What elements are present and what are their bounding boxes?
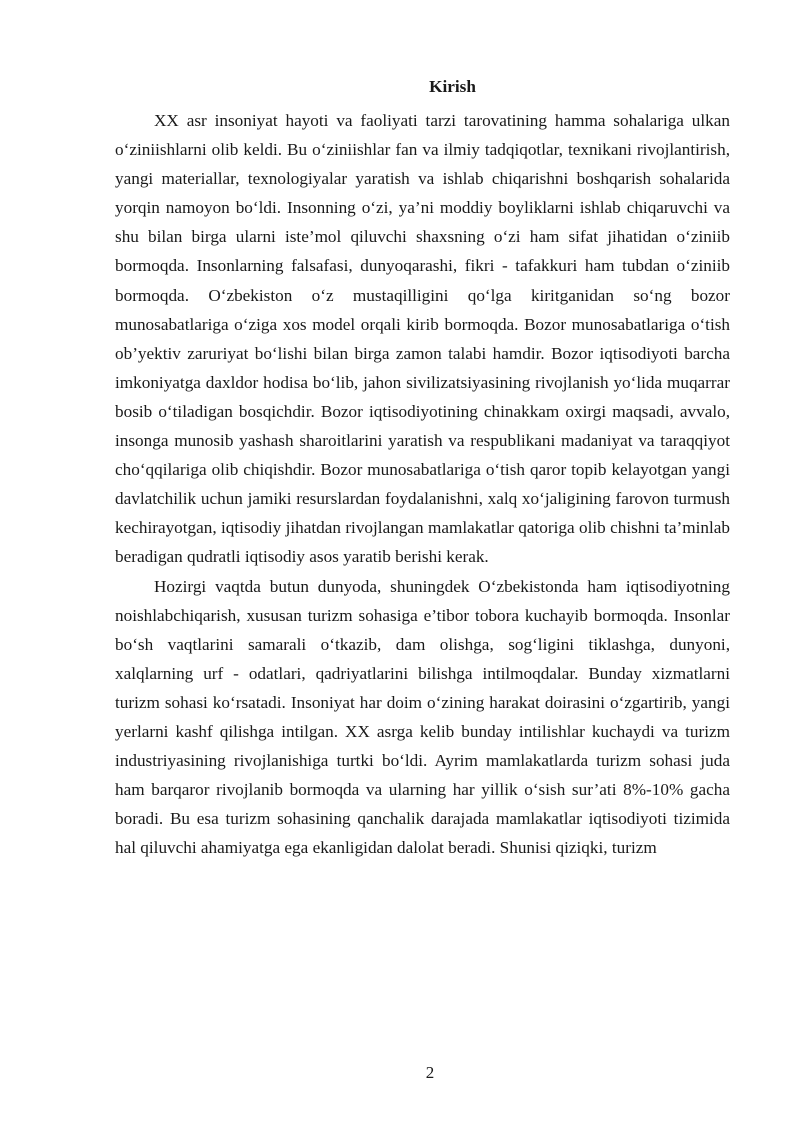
page-number: 2 — [425, 1063, 435, 1082]
section-heading: Kirish — [429, 77, 476, 96]
paragraph-2: Hozirgi vaqtda butun dunyoda, shuningdek O‘zbekistonda ham iqtisodiyotning noishlabchiqarish, xususan turizm sohasiga e’tibor tobora kuchayib bormoqda. Insonlar bo‘sh vaqtlarini samarali o‘tkazib, dam olishga, sog‘ligini tiklashga, dunyoni, xalqlarning urf - odatlari, qadriyatlarini bilishga intilmoqdalar. Bunday xizmatlarni turizm sohasi ko‘rsatadi. Insoniyat har doim o‘zining harakat doirasini o‘zgartirib, yangi yerlarni kashf qilishga intilgan. XX asrga kelib bunday intilishlar kuchaydi va turizm industriyasining rivojlanishiga turtki bo‘ldi. Ayrim mamlakatlarda turizm sohasi juda ham barqaror rivojlanib bormoqda va ularning har yillik o‘sish sur’ati 8%-10% gacha boradi. Bu esa turizm sohasining qanchalik darajada mamlakatlar iqtisodiyoti tizimida hal qiluvchi ahamiyatga ega ekanligidan dalolat beradi. Shunisi qiziqki, turizm — [115, 576, 730, 858]
page-content — [115, 76, 730, 862]
paragraph-1: XX asr insoniyat hayoti va faoliyati tarzi tarovatining hamma sohalariga ulkan o‘ziniishlarni olib keldi. Bu o‘ziniishlar fan va ilmiy tadqiqotlar, texnikani rivojlantirish, yangi materiallar, texnologiyalar yaratish va ishlab chiqarishni boshqarish sohalarida yorqin namoyon bo‘ldi. Insonning o‘zi, ya’ni moddiy boyliklarni ishlab chiqaruvchi va shu bilan birga ularni iste’mol qiluvchi shaxsning o‘zi ham sifat jihatidan o‘ziniib bormoqda. Insonlarning falsafasi, dunyoqarashi, fikri - tafakkuri ham tubdan o‘ziniib bormoqda. O‘zbekiston o‘z mustaqilligini qo‘lga kiritganidan so‘ng bozor munosabatlariga o‘ziga xos model orqali kirib bormoqda. Bozor munosabatlariga o‘tish ob’yektiv zaruriyat bo‘lishi bilan birga zamon talabi hamdir. Bozor iqtisodiyoti barcha imkoniyatga daxldor hodisa bo‘lib, jahon sivilizatsiyasining rivojlanish yo‘lida muqarrar bosib o‘tiladigan bosqichdir. Bozor iqtisodiyotining chinakkam oxirgi maqsadi, avvalo, insonga munosib yashash sharoitlarini yaratish va respublikani madaniyat va taraqqiyot cho‘qqilariga olib chiqishdir. Bozor munosabatlariga o‘tish qaror topib kelayotgan yangi davlatchilik uchun jamiki resurslardan foydalanishni, xalq xo‘jaligining farovon turmush kechirayotgan, iqtisodiy jihatdan rivojlangan mamlakatlar qatoriga olib chishni ta’minlab beradigan qudratli iqtisodiy asos yaratib berishi kerak. — [115, 111, 730, 567]
